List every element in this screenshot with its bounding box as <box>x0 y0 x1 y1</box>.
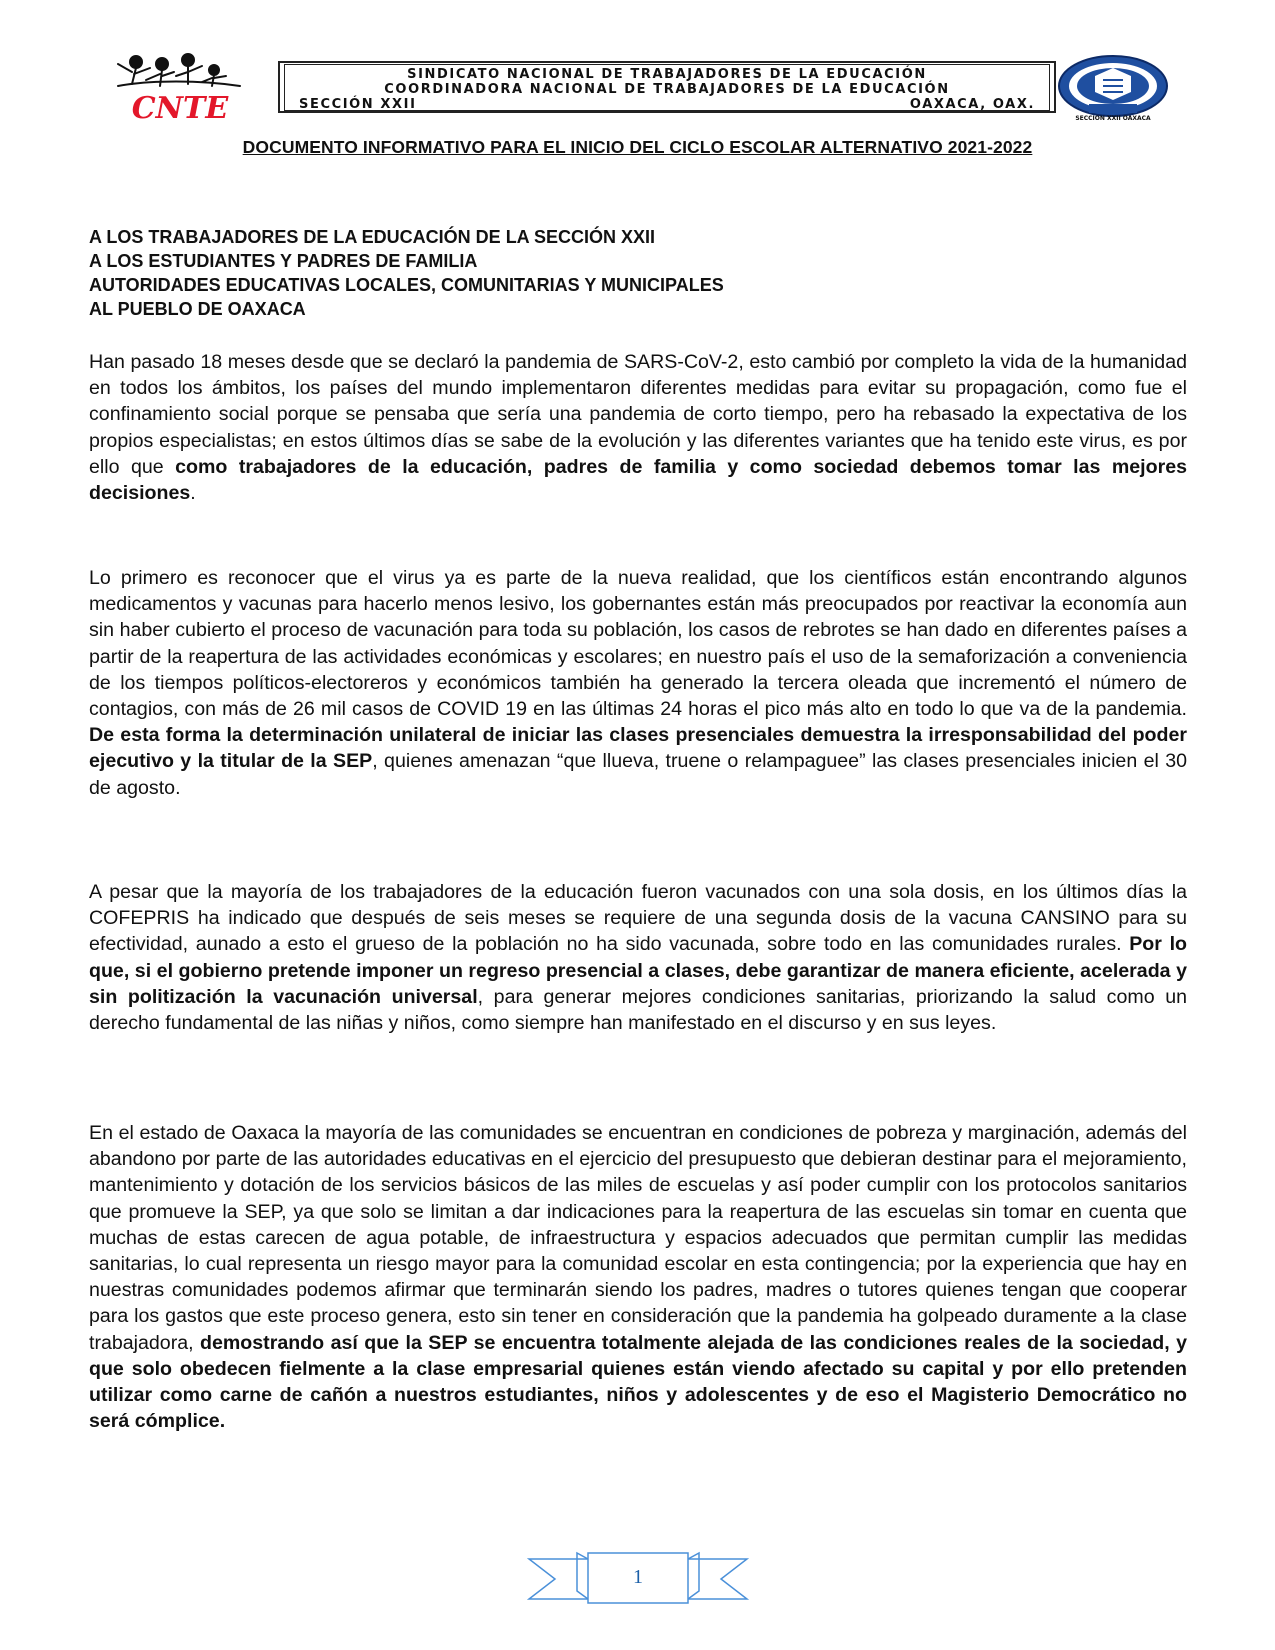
letterhead-section: SECCIÓN XXII <box>299 97 417 112</box>
seccion-xxii-seal-logo <box>1055 54 1175 122</box>
document-title: DOCUMENTO INFORMATIVO PARA EL INICIO DEL CICLO ESCOLAR ALTERNATIVO 2021-2022 <box>242 137 1033 157</box>
paragraph-2 <box>89 565 1187 801</box>
letterhead-line-3 <box>299 97 1035 112</box>
letterhead-line-2: COORDINADORA NACIONAL DE TRABAJADORES DE LA EDUCACIÓN <box>384 82 950 97</box>
addressees-block <box>89 225 724 321</box>
paragraph-4-text: En el estado de Oaxaca la mayoría de las comunidades se encuentran en condiciones de pobreza y marginación, además del abandono por parte de las autoridades educativas en el ejercicio del presupuesto que debieran destinar para el mejoramiento, mantenimiento y dotación de los servicios básicos de las miles de escuelas y así poder cumplir con los protocolos sanitarios que promueve la SEP, ya que solo se limitan a dar indicaciones para la reapertura de las escuelas sin tomar en cuenta que muchas de estas carecen de agua potable, de infraestructura y espacios adecuados que permitan cumplir las medidas sanitarias, lo cual representa un riesgo mayor para la comunidad escolar en esta contingencia; por la experiencia que hay en nuestras comunidades podemos afirmar que terminarán siendo los padres, madres o tutores quienes tengan que cooperar para los gastos que este proceso genera, esto sin tener en consideración que la pandemia ha golpeado duramente a la clase trabajadora, <box>89 1122 1187 1354</box>
letterhead-box <box>278 61 1056 113</box>
svg-text:CNTE: CNTE <box>131 91 229 122</box>
paragraph-3-text: A pesar que la mayoría de los trabajadores de la educación fueron vacunados con una sola dosis, en los últimos días la COFEPRIS ha indicado que después de seis meses se requiere de una segunda dosis de la vacuna CANSINO para su efectividad, aunado a esto el grueso de la población no ha sido vacunada, sobre todo en las comunidades rurales. <box>89 881 1187 956</box>
paragraph-2-end: , quienes amenazan “que llueva, truene o relampaguee” las clases presenciales inicien el 30 de agosto. <box>89 750 1187 799</box>
addressee-line: AUTORIDADES EDUCATIVAS LOCALES, COMUNITARIAS Y MUNICIPALES <box>89 275 724 295</box>
paragraph-1 <box>89 349 1187 506</box>
addressee-line: A LOS ESTUDIANTES Y PADRES DE FAMILIA <box>89 251 478 271</box>
paragraph-3-end: , para generar mejores condiciones sanitarias, priorizando la salud como un derecho fundamental de las niñas y niños, como siempre han manifestado en el discurso y en sus leyes. <box>89 985 1187 1035</box>
letterhead <box>110 50 1175 125</box>
paragraph-1-bold: como trabajadores de la educación, padres de familia y como sociedad debemos tomar las mejores decisiones <box>89 455 1187 505</box>
paragraph-3-bold: Por lo que, si el gobierno pretende imponer un regreso presencial a clases, debe garantizar de manera eficiente, acelerada y sin politización la vacunación universal <box>89 933 1187 1008</box>
page-number: 1 <box>633 1566 643 1588</box>
cnte-logo <box>110 50 250 122</box>
paragraph-2-text: Lo primero es reconocer que el virus ya es parte de la nueva realidad, que los científicos están encontrando algunos medicamentos y vacunas para hacerlo menos lesivo, los gobernantes están más preocupados por reactivar la economía aun sin haber cubierto el proceso de vacunación para toda su población, los casos de rebrotes se han dado en diferentes países a partir de la reapertura de las actividades económicas y escolares; en nuestro país el uso de la semaforización a conveniencia de los tiempos políticos-electoreros y económicos también ha generado la tercera oleada que incrementó el número de contagios, con más de 26 mil casos de COVID 19 en las últimas 24 horas el pico más alto en todo lo que va de la pandemia. <box>89 567 1187 721</box>
letterhead-location: OAXACA, OAX. <box>909 97 1035 112</box>
page-number-ribbon <box>527 1551 749 1607</box>
paragraph-1-end: . <box>190 482 196 505</box>
addressee-line: A LOS TRABAJADORES DE LA EDUCACIÓN DE LA SECCIÓN XXII <box>89 227 656 247</box>
paragraph-2-bold: De esta forma la determinación unilateral de iniciar las clases presenciales demuestra la irresponsabilidad del poder ejecutivo y la titular de la SEP <box>89 724 1187 773</box>
letterhead-line-1: SINDICATO NACIONAL DE TRABAJADORES DE LA EDUCACIÓN <box>407 67 927 82</box>
paragraph-4-bold: demostrando así que la SEP se encuentra totalmente alejada de las condiciones reales de la sociedad, y que solo obedecen fielmente a la clase empresarial quienes están viendo afectado su capital y por ello pretenden utilizar como carne de cañón a nuestros estudiantes, niños y adolescentes y de eso el Magisterio Democrático no será cómplice. <box>89 1331 1187 1433</box>
paragraph-4 <box>89 1120 1187 1434</box>
svg-text:SECCION XXII OAXACA: SECCION XXII OAXACA <box>1075 115 1151 122</box>
paragraph-3 <box>89 879 1187 1036</box>
paragraph-1-text: Han pasado 18 meses desde que se declaró la pandemia de SARS-CoV-2, esto cambió por completo la vida de la humanidad en todos los ámbitos, los países del mundo implementaron diferentes medidas para evitar su propagación, como fue el confinamiento social porque se pensaba que sería una pandemia de corto tiempo, pero ha rebasado la expectativa de los propios especialistas; en estos últimos días se sabe de la evolución y las diferentes variantes que ha tenido este virus, es por ello que <box>89 351 1187 478</box>
addressee-line: AL PUEBLO DE OAXACA <box>89 299 306 319</box>
